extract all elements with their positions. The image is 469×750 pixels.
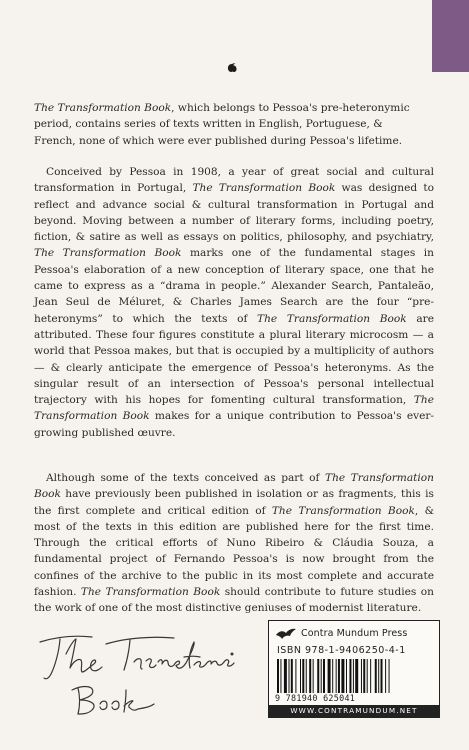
p1-text-1: Conceived by Pessoa in 1908, a year of great social and cultural transformation in Portugal, <box>34 166 434 195</box>
publisher-website: WWW.CONTRAMUNDUM.NET <box>269 705 439 717</box>
p2-text-1: Although some of the texts conceived as part of <box>46 472 326 484</box>
book-title: The Transformation Book <box>271 504 415 517</box>
intro-text: , which belongs to Pessoa's pre-heteronymic period, contains series of texts written in English, Portuguese, & French, none of which were ever published during Pessoa's lifetime. <box>34 102 410 147</box>
book-title: The Transformation Book <box>34 247 182 260</box>
purple-side-tab <box>432 0 469 72</box>
publisher-logo-icon <box>275 627 297 641</box>
description-paragraph-1 <box>34 164 434 441</box>
book-title: The Transformation Book <box>34 102 172 114</box>
p1-text-3: marks one of the fundamental stages in Pessoa's elaboration of a new conception of literary space, one that he came to express as a “drama in people.” Alexander Search, Pantaleão, Jean Seul de Méluret, & Charles James Search are the four “pre-heteronyms” to which the texts of <box>34 247 434 325</box>
barcode-digits: 9 781940 625041 <box>275 693 356 703</box>
isbn-barcode-block <box>268 620 440 718</box>
p1-text-4: are attributed. These four figures constitute a plural literary microcosm — a world that Pessoa makes, but that is occupied by a multiplicity of authors — & clearly anticipate the emergence of Pessoa's heteronyms. As the singular result of an intersection of Pessoa's personal intellectual trajectory with his hopes for fomenting cultural transformation, <box>34 312 434 407</box>
p2-text-3: , & most of the texts in this edition are published here for the first time. Through the critical efforts of Nuno Ribeiro & Cláudia Souza, a fundamental project of Fernando Pessoa's is now brought from the confines of the archive to the public in its most complete and accurate fashion. <box>34 504 434 599</box>
book-title: The Transformation Book <box>34 472 434 501</box>
handwritten-signature <box>34 624 244 720</box>
p2-text-2: have previously been published in isolation or as fragments, this is the first complete and critical edition of <box>34 488 434 517</box>
isbn-number: ISBN 978-1-9406250-4-1 <box>277 645 406 656</box>
book-title: The Transformation Book <box>80 586 221 599</box>
p2-text-4: should contribute to future studies on the work of one of the most distinctive geniuses of modernist literature. <box>34 586 434 615</box>
p1-text-2: was designed to reflect and advance social & cultural transformation in Portugal and beyond. Moving between a number of literary forms, including poetry, fiction, & satire as well as essays on politics, philosophy, and psychiatry, <box>34 182 434 244</box>
intro-paragraph <box>34 100 419 149</box>
book-title: The Transformation Book <box>257 312 407 325</box>
barcode-bars-icon <box>275 659 431 693</box>
p1-text-5: makes for a unique contribution to Pessoa's ever-growing published œuvre. <box>34 410 434 439</box>
description-paragraph-2 <box>34 470 434 617</box>
fleuron-ornament-icon <box>226 62 238 74</box>
publisher-row <box>275 625 435 643</box>
book-title: The Transformation Book <box>34 394 434 423</box>
book-title: The Transformation Book <box>192 182 336 195</box>
publisher-name: Contra Mundum Press <box>301 628 408 639</box>
